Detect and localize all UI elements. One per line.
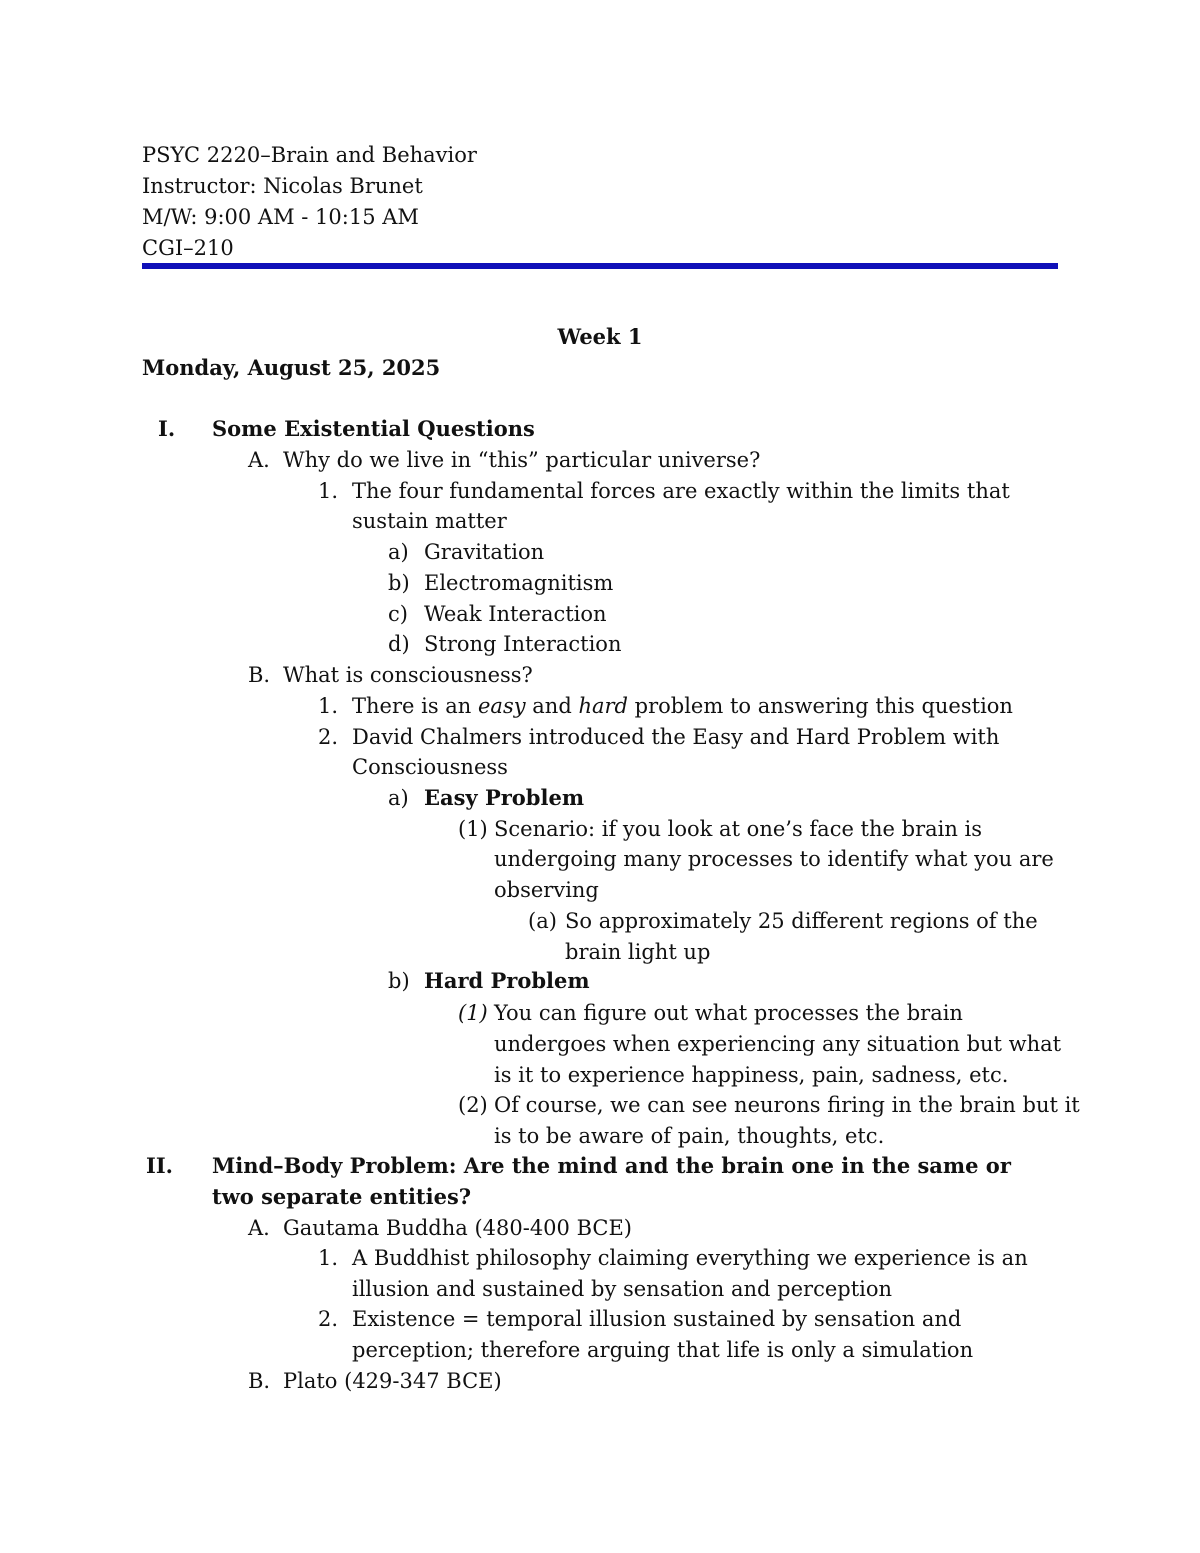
course-title: PSYC 2220–Brain and Behavior — [142, 143, 477, 167]
section-marker: I. — [158, 416, 176, 441]
text-run: There is an — [352, 694, 478, 718]
list-item: David Chalmers introduced the Easy and Hard Problem with — [352, 725, 1000, 749]
text-run: problem to answering this question — [627, 694, 1013, 718]
list-item-heading: Hard Problem — [424, 968, 590, 993]
list-item-continuation: brain light up — [565, 940, 711, 964]
list-item: Why do we live in “this” particular universe? — [283, 448, 761, 472]
list-marker: 1. — [318, 1246, 339, 1270]
list-marker: B. — [248, 663, 271, 687]
list-item-continuation: is it to experience happiness, pain, sadness, etc. — [494, 1063, 1009, 1087]
list-marker: c) — [388, 602, 408, 626]
list-item: What is consciousness? — [283, 663, 533, 687]
list-item-continuation: observing — [494, 878, 599, 902]
list-marker: A. — [248, 448, 270, 472]
section-title-continuation: two separate entities? — [212, 1184, 472, 1209]
list-item-continuation: sustain matter — [352, 509, 507, 533]
section-title: Some Existential Questions — [212, 416, 535, 441]
emphasis-easy: easy — [478, 694, 526, 718]
list-item-continuation: undergoing many processes to identify what you are — [494, 847, 1054, 871]
list-item: Existence = temporal illusion sustained by sensation and — [352, 1307, 962, 1331]
list-item-continuation: perception; therefore arguing that life is only a simulation — [352, 1338, 974, 1362]
list-marker: (1) — [458, 817, 488, 841]
list-item: Weak Interaction — [424, 602, 607, 626]
list-marker: B. — [248, 1369, 271, 1393]
list-marker: (2) — [458, 1093, 488, 1117]
list-item: Gravitation — [424, 540, 545, 564]
lecture-date: Monday, August 25, 2025 — [142, 355, 441, 380]
list-item-continuation: illusion and sustained by sensation and perception — [352, 1277, 893, 1301]
list-marker: 1. — [318, 694, 339, 718]
list-item: Scenario: if you look at one’s face the brain is — [494, 817, 983, 841]
list-item-heading: Easy Problem — [424, 785, 585, 810]
week-title: Week 1 — [557, 324, 643, 349]
list-item: Of course, we can see neurons firing in the brain but it — [494, 1093, 1080, 1117]
room: CGI–210 — [142, 236, 234, 260]
list-marker: a) — [388, 540, 409, 564]
list-item: So approximately 25 different regions of the — [565, 909, 1038, 933]
list-marker: 2. — [318, 725, 339, 749]
list-marker: b) — [388, 969, 410, 993]
list-marker: (a) — [528, 909, 557, 933]
list-item: A Buddhist philosophy claiming everything we experience is an — [352, 1246, 1028, 1270]
list-item: Gautama Buddha (480-400 BCE) — [283, 1216, 632, 1240]
schedule: M/W: 9:00 AM - 10:15 AM — [142, 205, 419, 229]
text-run: and — [525, 694, 579, 718]
list-marker: 2. — [318, 1307, 339, 1331]
list-item: Strong Interaction — [424, 632, 622, 656]
header-divider — [142, 263, 1058, 269]
list-item — [352, 691, 1013, 721]
list-item-continuation: is to be aware of pain, thoughts, etc. — [494, 1124, 885, 1148]
list-item-continuation: undergoes when experiencing any situation but what — [494, 1032, 1062, 1056]
section-title: Mind–Body Problem: Are the mind and the brain one in the same or — [212, 1153, 1011, 1178]
list-marker: b) — [388, 571, 410, 595]
list-item-continuation: Consciousness — [352, 755, 508, 779]
list-item: You can figure out what processes the brain — [494, 1001, 963, 1025]
instructor: Instructor: Nicolas Brunet — [142, 174, 423, 198]
list-item: Electromagnitism — [424, 571, 614, 595]
emphasis-hard: hard — [578, 694, 628, 718]
list-marker: (1) — [458, 1001, 488, 1025]
list-item: The four fundamental forces are exactly within the limits that — [352, 479, 1010, 503]
list-marker: a) — [388, 786, 409, 810]
list-marker: 1. — [318, 479, 339, 503]
list-marker: A. — [248, 1216, 270, 1240]
list-item: Plato (429-347 BCE) — [283, 1369, 502, 1393]
section-marker: II. — [146, 1153, 173, 1178]
list-marker: d) — [388, 632, 410, 656]
